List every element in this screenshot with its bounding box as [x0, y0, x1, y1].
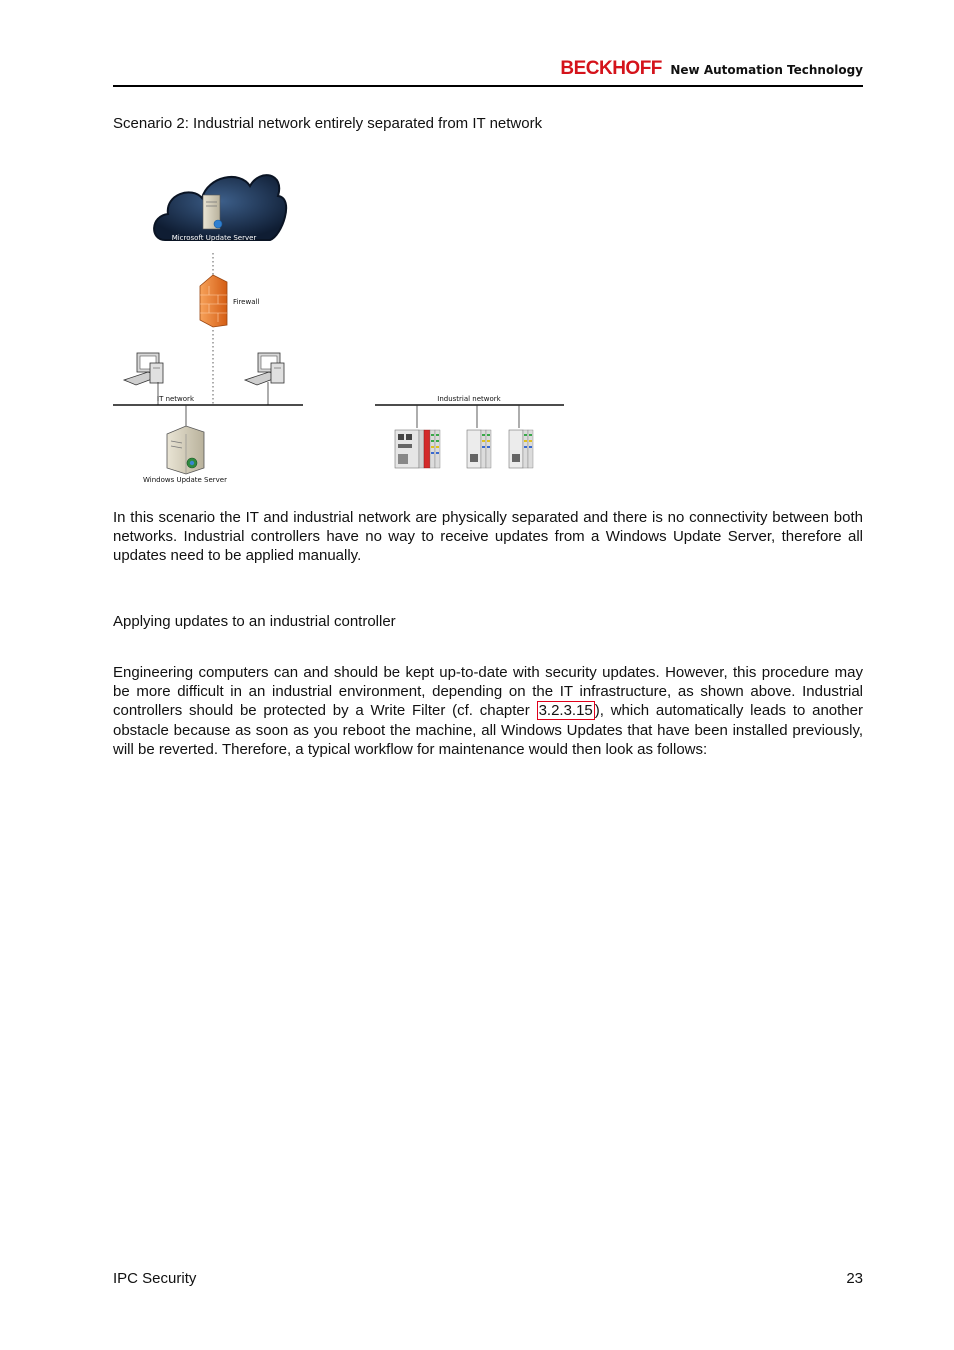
footer-title: IPC Security: [113, 1270, 197, 1287]
it-network-label: IT network: [157, 395, 194, 403]
header-divider: [113, 85, 863, 87]
updates-paragraph-text: ), which automatically leads to another obstacle because as soon as you reboot the machine, all Windows Updates that have been installed previously, will be reverted. Therefore, a typical workflow for maintenance would then look as follows:: [113, 702, 863, 758]
scenario-paragraph: In this scenario the IT and industrial network are physically separated and there is no connectivity between both networks. Industrial controllers have no way to receive updates from a Windows Update Server, therefore all updates need to be applied manually.: [113, 509, 863, 565]
section-heading: Applying updates to an industrial controller: [113, 613, 396, 630]
workstation-icon: [124, 353, 163, 385]
industrial-network-label: Industrial network: [437, 395, 501, 403]
wsus-server-icon: [167, 426, 204, 474]
figure-caption: Scenario 2: Industrial network entirely separated from IT network: [113, 115, 543, 132]
update-server-label: Microsoft Update Server: [171, 234, 257, 242]
firewall-icon: [200, 275, 227, 327]
server-icon: [203, 195, 222, 229]
brand-name: BECKHOFF: [560, 58, 662, 79]
chapter-link[interactable]: 3.2.3.15: [538, 702, 593, 720]
brand-logo: [560, 58, 863, 80]
brand-tagline: New Automation Technology: [670, 63, 863, 77]
industrial-controller-icon: [467, 430, 491, 468]
page-header: [113, 56, 863, 86]
wsus-label: Windows Update Server: [142, 476, 228, 484]
network-diagram: [110, 158, 580, 493]
industrial-controller-icon: [395, 430, 440, 468]
workstation-icon: [245, 353, 284, 385]
page-number: 23: [846, 1270, 863, 1287]
cloud-update-server: [154, 175, 286, 242]
updates-paragraph-text: Engineering computers can and should be kept up-to-date with security updates. However, this procedure may be more difficult in an industrial environment, depending on the IT infrastructure, as shown above. Industrial controllers should be protected by a Write Filter (cf. chapter: [113, 664, 863, 720]
firewall-label: Firewall: [233, 298, 260, 306]
industrial-controller-icon: [509, 430, 533, 468]
updates-paragraph: [113, 663, 863, 759]
